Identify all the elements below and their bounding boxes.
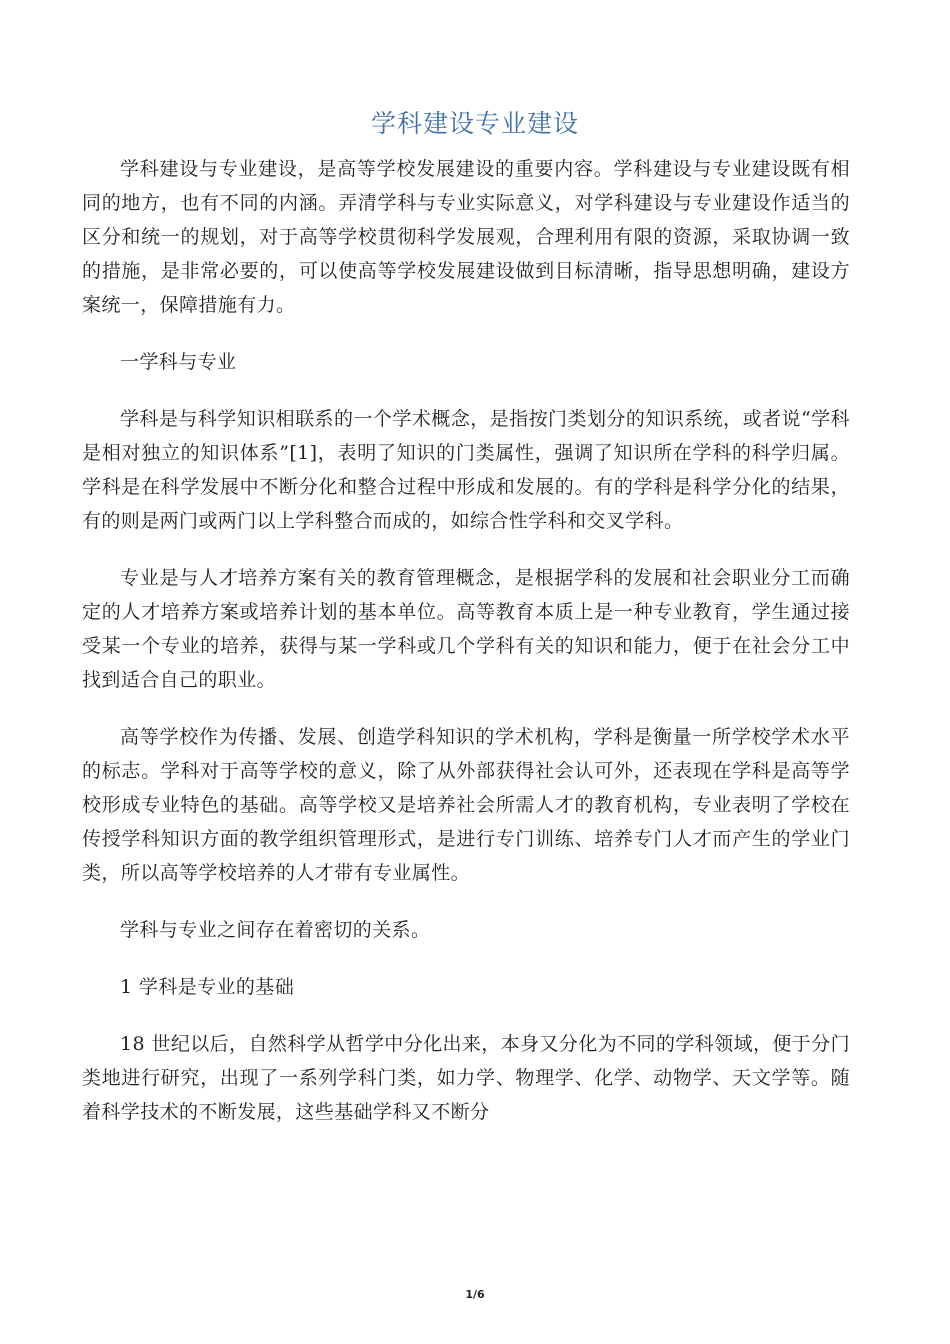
paragraph-history: 18 世纪以后，自然科学从哲学中分化出来，本身又分化为不同的学科领域，便于分门类地进行研究，出现了一系列学科门类，如力学、物理学、化学、动物学、天文学等。随着科学技术的不断发展，这些基础学科又不断分: [82, 1033, 850, 1123]
paragraph-university-role: 高等学校作为传播、发展、创造学科知识的学术机构，学科是衡量一所学校学术水平的标志。学科对于高等学校的意义，除了从外部获得社会认可外，还表现在学科是高等学校形成专业特色的基础。高等学校又是培养社会所需人才的教育机构，专业表明了学校在传授学科知识方面的教学组织管理形式，是进行专门训练、培养专门人才而产生的学业门类，所以高等学校培养的人才带有专业属性。: [82, 726, 850, 884]
paragraph-relationship: 学科与专业之间存在着密切的关系。: [120, 919, 431, 941]
paragraph-major-definition: 专业是与人才培养方案有关的教育管理概念，是根据学科的发展和社会职业分工而确定的人才培养方案或培养计划的基本单位。高等教育本质上是一种专业教育，学生通过接受某一个专业的培养，获得与某一学科或几个学科有关的知识和能力，便于在社会分工中找到适合自己的职业。: [82, 567, 850, 691]
paragraph-discipline-definition: 学科是与科学知识相联系的一个学术概念，是指按门类划分的知识系统，或者说“学科是相对独立的知识体系”[1]，表明了知识的门类属性，强调了知识所在学科的科学归属。学科是在科学发展中不断分化和整合过程中形成和发展的。有的学科是科学分化的结果，有的则是两门或两门以上学科整合而成的，如综合性学科和交叉学科。: [82, 408, 850, 532]
document-title: 学科建设专业建设: [370, 109, 579, 138]
page-number: 1/6: [465, 1288, 485, 1301]
paragraph-intro: 学科建设与专业建设，是高等学校发展建设的重要内容。学科建设与专业建设既有相同的地方，也有不同的内涵。弄清学科与专业实际意义，对学科建设与专业建设作适当的区分和统一的规划，对于高等学校贯彻科学发展观，合理利用有限的资源，采取协调一致的措施，是非常必要的，可以使高等学校发展建设做到目标清晰，指导思想明确，建设方案统一，保障措施有力。: [82, 158, 850, 316]
subsection-heading-1: 1 学科是专业的基础: [120, 976, 295, 998]
document-body: [82, 152, 850, 1152]
section-heading-discipline-and-major: 一学科与专业: [120, 351, 237, 373]
